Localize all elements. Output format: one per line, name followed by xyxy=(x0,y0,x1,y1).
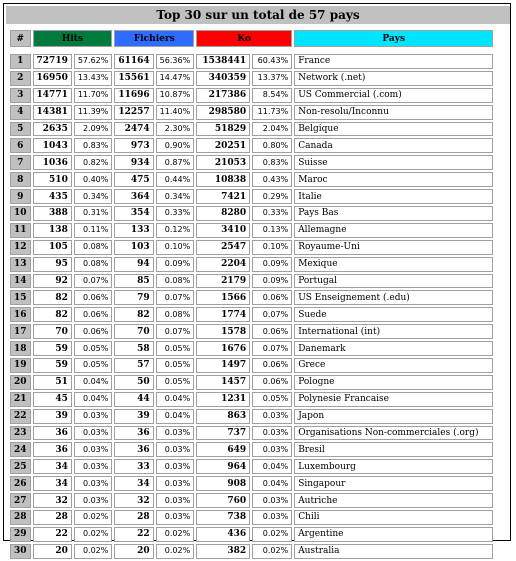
table-row xyxy=(10,274,493,289)
files-pct-cell: 14.47% xyxy=(156,71,195,86)
ko-cell: 382 xyxy=(196,544,250,559)
table-row xyxy=(10,409,493,424)
files-pct-cell: 0.05% xyxy=(156,358,195,373)
hits-pct-cell: 2.09% xyxy=(74,122,113,137)
country-cell: Non-resolu/Inconnu xyxy=(294,105,493,120)
header-row xyxy=(10,30,493,47)
files-cell: 39 xyxy=(114,409,153,424)
hits-cell: 2635 xyxy=(33,122,72,137)
files-pct-cell: 0.33% xyxy=(156,206,195,221)
ko-pct-cell: 0.09% xyxy=(252,257,292,272)
col-ko-header: Ko xyxy=(196,30,292,47)
country-cell: Pays Bas xyxy=(294,206,493,221)
files-cell: 58 xyxy=(114,341,153,356)
hits-pct-cell: 0.08% xyxy=(74,257,113,272)
files-pct-cell: 0.05% xyxy=(156,375,195,390)
files-cell: 20 xyxy=(114,544,153,559)
table-row xyxy=(10,442,493,457)
ko-pct-cell: 0.06% xyxy=(252,290,292,305)
files-pct-cell: 56.36% xyxy=(156,54,195,69)
table-row xyxy=(10,105,493,120)
files-pct-cell: 0.03% xyxy=(156,510,195,525)
table-row xyxy=(10,172,493,187)
table-row xyxy=(10,493,493,508)
table-row xyxy=(10,426,493,441)
country-cell: Danemark xyxy=(294,341,493,356)
ko-cell: 436 xyxy=(196,527,250,542)
table-row xyxy=(10,476,493,491)
table-row xyxy=(10,527,493,542)
hits-cell: 34 xyxy=(33,476,72,491)
files-cell: 36 xyxy=(114,442,153,457)
hits-cell: 388 xyxy=(33,206,72,221)
rank-cell: 9 xyxy=(10,189,31,204)
hits-cell: 39 xyxy=(33,409,72,424)
hits-cell: 95 xyxy=(33,257,72,272)
ko-cell: 964 xyxy=(196,459,250,474)
files-cell: 94 xyxy=(114,257,153,272)
ko-cell: 1566 xyxy=(196,290,250,305)
files-cell: 57 xyxy=(114,358,153,373)
hits-cell: 435 xyxy=(33,189,72,204)
files-cell: 2474 xyxy=(114,122,153,137)
table-row xyxy=(10,257,493,272)
hits-pct-cell: 0.06% xyxy=(74,307,113,322)
hits-pct-cell: 0.03% xyxy=(74,493,113,508)
files-pct-cell: 0.09% xyxy=(156,257,195,272)
table-row xyxy=(10,138,493,153)
files-pct-cell: 0.08% xyxy=(156,307,195,322)
country-stats-panel xyxy=(3,3,511,557)
files-pct-cell: 0.07% xyxy=(156,324,195,339)
table-row xyxy=(10,88,493,103)
rank-cell: 8 xyxy=(10,172,31,187)
hits-cell: 59 xyxy=(33,341,72,356)
files-cell: 34 xyxy=(114,476,153,491)
hits-pct-cell: 0.02% xyxy=(74,544,113,559)
rank-cell: 11 xyxy=(10,223,31,238)
files-pct-cell: 0.02% xyxy=(156,527,195,542)
hits-cell: 105 xyxy=(33,240,72,255)
ko-pct-cell: 0.04% xyxy=(252,459,292,474)
hits-pct-cell: 57.62% xyxy=(74,54,113,69)
hits-pct-cell: 0.02% xyxy=(74,527,113,542)
files-cell: 354 xyxy=(114,206,153,221)
ko-cell: 2204 xyxy=(196,257,250,272)
rank-cell: 27 xyxy=(10,493,31,508)
ko-cell: 1231 xyxy=(196,392,250,407)
files-cell: 61164 xyxy=(114,54,153,69)
ko-pct-cell: 0.83% xyxy=(252,155,292,170)
ko-cell: 760 xyxy=(196,493,250,508)
hits-cell: 51 xyxy=(33,375,72,390)
ko-cell: 1774 xyxy=(196,307,250,322)
files-cell: 103 xyxy=(114,240,153,255)
rank-cell: 14 xyxy=(10,274,31,289)
ko-cell: 298580 xyxy=(196,105,250,120)
hits-pct-cell: 0.03% xyxy=(74,459,113,474)
ko-pct-cell: 0.03% xyxy=(252,493,292,508)
table-row xyxy=(10,290,493,305)
country-cell: Royaume-Uni xyxy=(294,240,493,255)
hits-pct-cell: 0.11% xyxy=(74,223,113,238)
files-cell: 28 xyxy=(114,510,153,525)
table-row xyxy=(10,189,493,204)
files-cell: 50 xyxy=(114,375,153,390)
table-row xyxy=(10,71,493,86)
ko-pct-cell: 0.04% xyxy=(252,476,292,491)
rank-cell: 29 xyxy=(10,527,31,542)
files-pct-cell: 0.12% xyxy=(156,223,195,238)
col-pays-header: Pays xyxy=(294,30,493,47)
rank-cell: 2 xyxy=(10,71,31,86)
hits-pct-cell: 0.03% xyxy=(74,426,113,441)
ko-cell: 340359 xyxy=(196,71,250,86)
ko-cell: 8280 xyxy=(196,206,250,221)
files-pct-cell: 0.07% xyxy=(156,290,195,305)
files-pct-cell: 0.34% xyxy=(156,189,195,204)
col-hits-header: Hits xyxy=(33,30,113,47)
ko-pct-cell: 0.05% xyxy=(252,392,292,407)
hits-cell: 82 xyxy=(33,290,72,305)
table-row xyxy=(10,122,493,137)
hits-cell: 14771 xyxy=(33,88,72,103)
country-cell: Italie xyxy=(294,189,493,204)
ko-pct-cell: 0.29% xyxy=(252,189,292,204)
hits-pct-cell: 0.05% xyxy=(74,341,113,356)
files-pct-cell: 0.03% xyxy=(156,459,195,474)
files-cell: 934 xyxy=(114,155,153,170)
ko-cell: 10838 xyxy=(196,172,250,187)
country-cell: France xyxy=(294,54,493,69)
table-row xyxy=(10,358,493,373)
ko-cell: 1578 xyxy=(196,324,250,339)
rank-cell: 28 xyxy=(10,510,31,525)
country-cell: US Enseignement (.edu) xyxy=(294,290,493,305)
table-row xyxy=(10,341,493,356)
country-cell: Suede xyxy=(294,307,493,322)
files-cell: 33 xyxy=(114,459,153,474)
ko-pct-cell: 2.04% xyxy=(252,122,292,137)
hits-cell: 32 xyxy=(33,493,72,508)
ko-cell: 2547 xyxy=(196,240,250,255)
rank-cell: 13 xyxy=(10,257,31,272)
ko-cell: 1457 xyxy=(196,375,250,390)
table-row xyxy=(10,54,493,69)
table-row xyxy=(10,223,493,238)
rank-cell: 26 xyxy=(10,476,31,491)
hits-cell: 72719 xyxy=(33,54,72,69)
files-cell: 12257 xyxy=(114,105,153,120)
files-pct-cell: 0.03% xyxy=(156,442,195,457)
hits-cell: 34 xyxy=(33,459,72,474)
files-cell: 79 xyxy=(114,290,153,305)
files-cell: 85 xyxy=(114,274,153,289)
hits-pct-cell: 0.06% xyxy=(74,324,113,339)
hits-cell: 16950 xyxy=(33,71,72,86)
hits-pct-cell: 0.31% xyxy=(74,206,113,221)
ko-cell: 20251 xyxy=(196,138,250,153)
table-row xyxy=(10,307,493,322)
ko-pct-cell: 8.54% xyxy=(252,88,292,103)
hits-pct-cell: 0.83% xyxy=(74,138,113,153)
table-row xyxy=(10,240,493,255)
rank-cell: 21 xyxy=(10,392,31,407)
table-row xyxy=(10,155,493,170)
files-pct-cell: 0.04% xyxy=(156,409,195,424)
files-cell: 22 xyxy=(114,527,153,542)
hits-cell: 1036 xyxy=(33,155,72,170)
ko-pct-cell: 11.73% xyxy=(252,105,292,120)
ko-pct-cell: 0.09% xyxy=(252,274,292,289)
rank-cell: 24 xyxy=(10,442,31,457)
table-row xyxy=(10,324,493,339)
files-pct-cell: 0.02% xyxy=(156,544,195,559)
country-cell: Pologne xyxy=(294,375,493,390)
files-pct-cell: 0.10% xyxy=(156,240,195,255)
ko-pct-cell: 0.10% xyxy=(252,240,292,255)
ko-cell: 7421 xyxy=(196,189,250,204)
ko-pct-cell: 0.06% xyxy=(252,358,292,373)
files-pct-cell: 0.03% xyxy=(156,476,195,491)
hits-pct-cell: 11.39% xyxy=(74,105,113,120)
country-cell: Network (.net) xyxy=(294,71,493,86)
country-cell: Maroc xyxy=(294,172,493,187)
hits-pct-cell: 0.82% xyxy=(74,155,113,170)
rank-cell: 15 xyxy=(10,290,31,305)
hits-cell: 82 xyxy=(33,307,72,322)
country-cell: Grece xyxy=(294,358,493,373)
table-row xyxy=(10,206,493,221)
rank-cell: 25 xyxy=(10,459,31,474)
hits-cell: 70 xyxy=(33,324,72,339)
hits-pct-cell: 0.05% xyxy=(74,358,113,373)
ko-pct-cell: 0.03% xyxy=(252,426,292,441)
files-cell: 82 xyxy=(114,307,153,322)
hits-cell: 510 xyxy=(33,172,72,187)
hits-cell: 92 xyxy=(33,274,72,289)
hits-cell: 45 xyxy=(33,392,72,407)
country-cell: Organisations Non-commerciales (.org) xyxy=(294,426,493,441)
country-cell: Argentine xyxy=(294,527,493,542)
hits-cell: 14381 xyxy=(33,105,72,120)
files-pct-cell: 0.08% xyxy=(156,274,195,289)
hits-cell: 59 xyxy=(33,358,72,373)
country-cell: Canada xyxy=(294,138,493,153)
hits-pct-cell: 0.03% xyxy=(74,442,113,457)
ko-pct-cell: 0.02% xyxy=(252,544,292,559)
table-row xyxy=(10,510,493,525)
ko-pct-cell: 0.80% xyxy=(252,138,292,153)
files-pct-cell: 0.03% xyxy=(156,493,195,508)
ko-pct-cell: 0.03% xyxy=(252,510,292,525)
table-title: Top 30 sur un total de 57 pays xyxy=(6,6,510,24)
rank-cell: 10 xyxy=(10,206,31,221)
ko-pct-cell: 0.33% xyxy=(252,206,292,221)
rank-cell: 18 xyxy=(10,341,31,356)
files-cell: 475 xyxy=(114,172,153,187)
files-cell: 36 xyxy=(114,426,153,441)
country-cell: Allemagne xyxy=(294,223,493,238)
ko-pct-cell: 0.03% xyxy=(252,442,292,457)
country-cell: Chili xyxy=(294,510,493,525)
rank-cell: 1 xyxy=(10,54,31,69)
files-pct-cell: 0.87% xyxy=(156,155,195,170)
hits-cell: 138 xyxy=(33,223,72,238)
rank-cell: 7 xyxy=(10,155,31,170)
country-cell: Portugal xyxy=(294,274,493,289)
files-cell: 32 xyxy=(114,493,153,508)
table-row xyxy=(10,375,493,390)
files-pct-cell: 10.87% xyxy=(156,88,195,103)
header-spacer xyxy=(10,49,493,52)
files-pct-cell: 0.03% xyxy=(156,426,195,441)
rank-cell: 22 xyxy=(10,409,31,424)
files-cell: 364 xyxy=(114,189,153,204)
hits-pct-cell: 0.04% xyxy=(74,375,113,390)
rank-cell: 23 xyxy=(10,426,31,441)
country-cell: Autriche xyxy=(294,493,493,508)
country-table xyxy=(8,28,495,561)
files-cell: 133 xyxy=(114,223,153,238)
ko-cell: 3410 xyxy=(196,223,250,238)
ko-cell: 217386 xyxy=(196,88,250,103)
table-row xyxy=(10,459,493,474)
hits-cell: 36 xyxy=(33,442,72,457)
ko-cell: 21053 xyxy=(196,155,250,170)
ko-cell: 51829 xyxy=(196,122,250,137)
rank-cell: 4 xyxy=(10,105,31,120)
ko-pct-cell: 0.02% xyxy=(252,527,292,542)
ko-pct-cell: 0.03% xyxy=(252,409,292,424)
ko-cell: 738 xyxy=(196,510,250,525)
rank-cell: 20 xyxy=(10,375,31,390)
ko-pct-cell: 0.43% xyxy=(252,172,292,187)
hits-pct-cell: 0.08% xyxy=(74,240,113,255)
table-row xyxy=(10,392,493,407)
hits-pct-cell: 0.40% xyxy=(74,172,113,187)
files-cell: 11696 xyxy=(114,88,153,103)
ko-pct-cell: 0.07% xyxy=(252,341,292,356)
hits-pct-cell: 0.03% xyxy=(74,476,113,491)
country-cell: Mexique xyxy=(294,257,493,272)
hits-pct-cell: 0.03% xyxy=(74,409,113,424)
files-pct-cell: 0.90% xyxy=(156,138,195,153)
country-cell: International (int) xyxy=(294,324,493,339)
files-cell: 973 xyxy=(114,138,153,153)
ko-cell: 1497 xyxy=(196,358,250,373)
hits-pct-cell: 0.07% xyxy=(74,274,113,289)
table-row xyxy=(10,544,493,559)
ko-cell: 1676 xyxy=(196,341,250,356)
hits-pct-cell: 11.70% xyxy=(74,88,113,103)
ko-pct-cell: 0.07% xyxy=(252,307,292,322)
country-cell: Bresil xyxy=(294,442,493,457)
country-cell: Polynesie Francaise xyxy=(294,392,493,407)
country-cell: Suisse xyxy=(294,155,493,170)
files-pct-cell: 2.30% xyxy=(156,122,195,137)
ko-cell: 737 xyxy=(196,426,250,441)
hits-cell: 28 xyxy=(33,510,72,525)
hits-pct-cell: 0.34% xyxy=(74,189,113,204)
rank-cell: 16 xyxy=(10,307,31,322)
ko-cell: 908 xyxy=(196,476,250,491)
ko-cell: 1538441 xyxy=(196,54,250,69)
files-cell: 15561 xyxy=(114,71,153,86)
rank-cell: 5 xyxy=(10,122,31,137)
country-cell: US Commercial (.com) xyxy=(294,88,493,103)
hits-cell: 22 xyxy=(33,527,72,542)
rank-cell: 17 xyxy=(10,324,31,339)
country-cell: Japon xyxy=(294,409,493,424)
country-cell: Belgique xyxy=(294,122,493,137)
hits-pct-cell: 13.43% xyxy=(74,71,113,86)
ko-pct-cell: 0.06% xyxy=(252,324,292,339)
ko-cell: 863 xyxy=(196,409,250,424)
country-cell: Luxembourg xyxy=(294,459,493,474)
country-cell: Singapour xyxy=(294,476,493,491)
ko-pct-cell: 0.06% xyxy=(252,375,292,390)
hits-pct-cell: 0.02% xyxy=(74,510,113,525)
hits-cell: 1043 xyxy=(33,138,72,153)
hits-pct-cell: 0.06% xyxy=(74,290,113,305)
hits-cell: 36 xyxy=(33,426,72,441)
country-cell: Australia xyxy=(294,544,493,559)
rank-cell: 6 xyxy=(10,138,31,153)
rank-cell: 3 xyxy=(10,88,31,103)
files-pct-cell: 0.44% xyxy=(156,172,195,187)
ko-cell: 2179 xyxy=(196,274,250,289)
hits-cell: 20 xyxy=(33,544,72,559)
ko-pct-cell: 0.13% xyxy=(252,223,292,238)
col-fichiers-header: Fichiers xyxy=(114,30,194,47)
hits-pct-cell: 0.04% xyxy=(74,392,113,407)
ko-pct-cell: 60.43% xyxy=(252,54,292,69)
rank-cell: 30 xyxy=(10,544,31,559)
rank-cell: 12 xyxy=(10,240,31,255)
files-cell: 44 xyxy=(114,392,153,407)
col-rank-header: # xyxy=(10,30,31,47)
files-pct-cell: 11.40% xyxy=(156,105,195,120)
ko-pct-cell: 13.37% xyxy=(252,71,292,86)
files-pct-cell: 0.05% xyxy=(156,341,195,356)
rank-cell: 19 xyxy=(10,358,31,373)
files-pct-cell: 0.04% xyxy=(156,392,195,407)
ko-cell: 649 xyxy=(196,442,250,457)
files-cell: 70 xyxy=(114,324,153,339)
